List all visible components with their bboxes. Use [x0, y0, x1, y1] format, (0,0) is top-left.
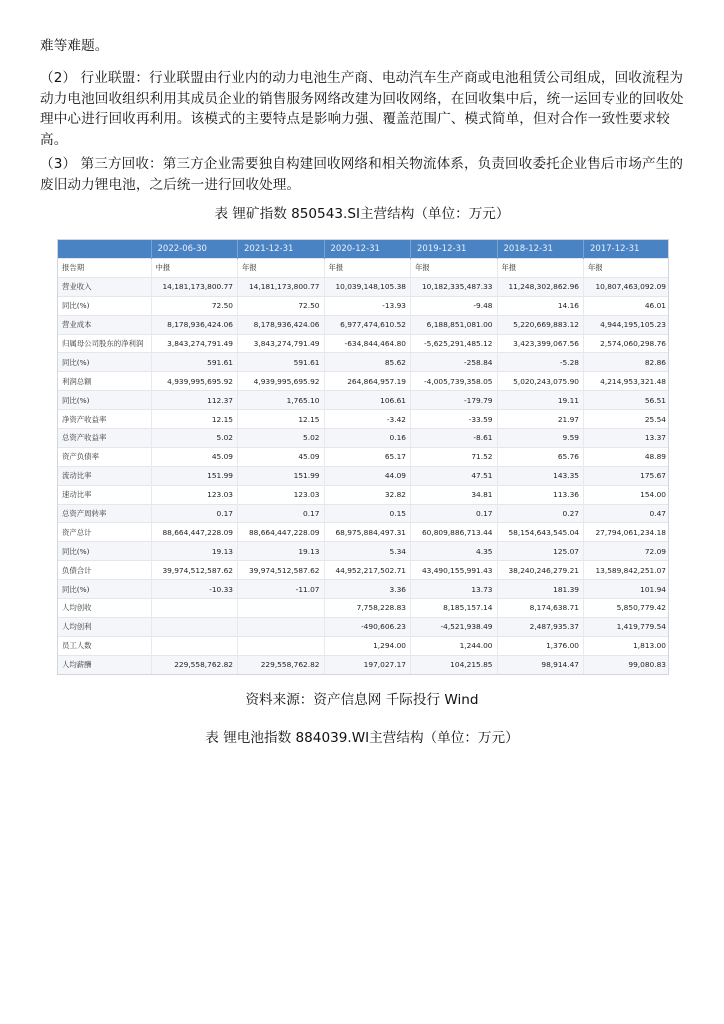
row-label-cell: 资产总计 — [58, 523, 151, 542]
value-cell: -5.28 — [497, 353, 584, 372]
value-cell: 8,178,936,424.06 — [151, 315, 238, 334]
value-cell: 0.16 — [324, 429, 411, 448]
value-cell: 44,952,217,502.71 — [324, 561, 411, 580]
table2-caption: 表 锂电池指数 884039.WI主营结构（单位：万元） — [205, 730, 519, 746]
header-date-cell: 2022-06-30 — [151, 240, 238, 259]
value-cell — [151, 636, 238, 655]
row-label-cell: 人均创收 — [58, 599, 151, 618]
value-cell: 13.73 — [411, 580, 498, 599]
value-cell: 5.02 — [238, 429, 325, 448]
value-cell: 48.89 — [584, 447, 670, 466]
table-row — [58, 372, 669, 391]
value-cell: 68,975,884,497.31 — [324, 523, 411, 542]
value-cell: 0.17 — [411, 504, 498, 523]
row-label-cell: 营业成本 — [58, 315, 151, 334]
table-row — [58, 561, 669, 580]
value-cell: 143.35 — [497, 466, 584, 485]
table-row — [58, 466, 669, 485]
row-label-cell: 营业收入 — [58, 277, 151, 296]
row-label-cell: 利润总额 — [58, 372, 151, 391]
header-date-cell: 2020-12-31 — [324, 240, 411, 259]
value-cell: 2,487,935.37 — [497, 617, 584, 636]
row-label-cell: 同比(%) — [58, 580, 151, 599]
table-row — [58, 334, 669, 353]
table-row — [58, 542, 669, 561]
value-cell: 0.17 — [238, 504, 325, 523]
header-date-cell: 2021-12-31 — [238, 240, 325, 259]
value-cell: 1,419,779.54 — [584, 617, 670, 636]
value-cell: 5.02 — [151, 429, 238, 448]
value-cell: 45.09 — [151, 447, 238, 466]
value-cell: 72.50 — [151, 296, 238, 315]
table-row — [58, 523, 669, 542]
value-cell: 58,154,643,545.04 — [497, 523, 584, 542]
row-label-cell: 流动比率 — [58, 466, 151, 485]
value-cell: 5.34 — [324, 542, 411, 561]
value-cell: 32.82 — [324, 485, 411, 504]
table-row — [58, 504, 669, 523]
table-header-row — [58, 240, 669, 259]
value-cell: 125.07 — [497, 542, 584, 561]
value-cell: -9.48 — [411, 296, 498, 315]
row-label-cell: 同比(%) — [58, 353, 151, 372]
header-corner-cell — [58, 240, 151, 259]
table-row — [58, 259, 669, 278]
value-cell: 591.61 — [238, 353, 325, 372]
source-note: 资料来源：资产信息网 千际投行 Wind — [245, 692, 479, 708]
value-cell: 82.86 — [584, 353, 670, 372]
row-label-cell: 同比(%) — [58, 391, 151, 410]
value-cell: 65.17 — [324, 447, 411, 466]
value-cell: 3,843,274,791.49 — [151, 334, 238, 353]
table-row — [58, 296, 669, 315]
value-cell: -4,521,938.49 — [411, 617, 498, 636]
value-cell: 1,376.00 — [497, 636, 584, 655]
row-label-cell: 总资产周转率 — [58, 504, 151, 523]
value-cell: 38,240,246,279.21 — [497, 561, 584, 580]
value-cell: 65.76 — [497, 447, 584, 466]
value-cell: -8.61 — [411, 429, 498, 448]
value-cell: 101.94 — [584, 580, 670, 599]
value-cell: 123.03 — [238, 485, 325, 504]
value-cell: 112.37 — [151, 391, 238, 410]
value-cell: 3,423,399,067.56 — [497, 334, 584, 353]
value-cell: 5,850,779.42 — [584, 599, 670, 618]
value-cell: 85.62 — [324, 353, 411, 372]
value-cell: 4,214,953,321.48 — [584, 372, 670, 391]
header-date-cell: 2017-12-31 — [584, 240, 670, 259]
value-cell: 3,843,274,791.49 — [238, 334, 325, 353]
table-row — [58, 617, 669, 636]
value-cell: 21.97 — [497, 410, 584, 429]
value-cell: 56.51 — [584, 391, 670, 410]
table1-caption: 表 锂矿指数 850543.SI主营结构（单位：万元） — [214, 206, 510, 222]
value-cell: 229,558,762.82 — [151, 655, 238, 673]
value-cell: 34.81 — [411, 485, 498, 504]
value-cell: -3.42 — [324, 410, 411, 429]
value-cell: 中报 — [151, 259, 238, 278]
table-row — [58, 315, 669, 334]
value-cell: 88,664,447,228.09 — [238, 523, 325, 542]
value-cell: 0.15 — [324, 504, 411, 523]
row-label-cell: 人均薪酬 — [58, 655, 151, 673]
value-cell: 181.39 — [497, 580, 584, 599]
row-label-cell: 员工人数 — [58, 636, 151, 655]
value-cell: 年报 — [238, 259, 325, 278]
value-cell: 年报 — [584, 259, 670, 278]
table-row — [58, 410, 669, 429]
value-cell: 2,574,060,298.76 — [584, 334, 670, 353]
value-cell: -490,606.23 — [324, 617, 411, 636]
financial-table — [58, 240, 669, 674]
value-cell: 8,174,638.71 — [497, 599, 584, 618]
value-cell: 8,178,936,424.06 — [238, 315, 325, 334]
row-label-cell: 净资产收益率 — [58, 410, 151, 429]
value-cell: -179.79 — [411, 391, 498, 410]
value-cell: 0.17 — [151, 504, 238, 523]
value-cell: 113.36 — [497, 485, 584, 504]
row-label-cell: 资产负债率 — [58, 447, 151, 466]
value-cell: 45.09 — [238, 447, 325, 466]
value-cell: 4,939,995,695.92 — [238, 372, 325, 391]
value-cell: 年报 — [324, 259, 411, 278]
value-cell: -33.59 — [411, 410, 498, 429]
value-cell: 6,977,474,610.52 — [324, 315, 411, 334]
value-cell: 13,589,842,251.07 — [584, 561, 670, 580]
value-cell: 123.03 — [151, 485, 238, 504]
row-label-cell: 速动比率 — [58, 485, 151, 504]
value-cell: 9.59 — [497, 429, 584, 448]
row-label-cell: 人均创利 — [58, 617, 151, 636]
value-cell: 197,027.17 — [324, 655, 411, 673]
value-cell — [238, 599, 325, 618]
table-row — [58, 447, 669, 466]
value-cell: 151.99 — [238, 466, 325, 485]
value-cell: 年报 — [497, 259, 584, 278]
row-label-cell: 报告期 — [58, 259, 151, 278]
value-cell: 0.47 — [584, 504, 670, 523]
paragraph-intro-tail: 难等难题。 — [40, 38, 109, 54]
value-cell: 10,807,463,092.09 — [584, 277, 670, 296]
table-row — [58, 353, 669, 372]
value-cell — [238, 636, 325, 655]
value-cell: -4,005,739,358.05 — [411, 372, 498, 391]
value-cell: 60,809,886,713.44 — [411, 523, 498, 542]
table-row — [58, 429, 669, 448]
value-cell: 1,765.10 — [238, 391, 325, 410]
value-cell: 5,020,243,075.90 — [497, 372, 584, 391]
header-date-cell: 2018-12-31 — [497, 240, 584, 259]
value-cell: 175.67 — [584, 466, 670, 485]
value-cell: -11.07 — [238, 580, 325, 599]
value-cell: 年报 — [411, 259, 498, 278]
table-row — [58, 277, 669, 296]
value-cell: -13.93 — [324, 296, 411, 315]
value-cell: 39,974,512,587.62 — [151, 561, 238, 580]
value-cell: 12.15 — [151, 410, 238, 429]
value-cell: 19.13 — [151, 542, 238, 561]
value-cell: 0.27 — [497, 504, 584, 523]
table-row — [58, 636, 669, 655]
value-cell: 154.00 — [584, 485, 670, 504]
value-cell: 88,664,447,228.09 — [151, 523, 238, 542]
value-cell: 264,864,957.19 — [324, 372, 411, 391]
value-cell: 14,181,173,800.77 — [238, 277, 325, 296]
table-row — [58, 655, 669, 673]
value-cell: 14,181,173,800.77 — [151, 277, 238, 296]
value-cell — [238, 617, 325, 636]
table-row — [58, 599, 669, 618]
value-cell: 14.16 — [497, 296, 584, 315]
table-row — [58, 485, 669, 504]
value-cell: 12.15 — [238, 410, 325, 429]
value-cell: -5,625,291,485.12 — [411, 334, 498, 353]
header-date-cell: 2019-12-31 — [411, 240, 498, 259]
value-cell: 8,185,157.14 — [411, 599, 498, 618]
row-label-cell: 同比(%) — [58, 296, 151, 315]
table-row — [58, 391, 669, 410]
value-cell: -258.84 — [411, 353, 498, 372]
table-body — [58, 259, 669, 674]
value-cell: 10,182,335,487.33 — [411, 277, 498, 296]
row-label-cell: 总资产收益率 — [58, 429, 151, 448]
value-cell — [151, 617, 238, 636]
value-cell: 27,794,061,234.18 — [584, 523, 670, 542]
row-label-cell: 同比(%) — [58, 542, 151, 561]
value-cell: 47.51 — [411, 466, 498, 485]
value-cell: 72.50 — [238, 296, 325, 315]
row-label-cell: 归属母公司股东的净利润 — [58, 334, 151, 353]
value-cell: 19.13 — [238, 542, 325, 561]
value-cell: 99,080.83 — [584, 655, 670, 673]
value-cell: 6,188,851,081.00 — [411, 315, 498, 334]
value-cell: 1,294.00 — [324, 636, 411, 655]
value-cell: 71.52 — [411, 447, 498, 466]
value-cell: 10,039,148,105.38 — [324, 277, 411, 296]
value-cell: 13.37 — [584, 429, 670, 448]
value-cell — [151, 599, 238, 618]
row-label-cell: 负债合计 — [58, 561, 151, 580]
value-cell: -634,844,464.80 — [324, 334, 411, 353]
table-row — [58, 580, 669, 599]
value-cell: 98,914.47 — [497, 655, 584, 673]
value-cell: -10.33 — [151, 580, 238, 599]
value-cell: 11,248,302,862.96 — [497, 277, 584, 296]
value-cell: 19.11 — [497, 391, 584, 410]
value-cell: 104,215.85 — [411, 655, 498, 673]
value-cell: 72.09 — [584, 542, 670, 561]
value-cell: 1,244.00 — [411, 636, 498, 655]
value-cell: 43,490,155,991.43 — [411, 561, 498, 580]
value-cell: 106.61 — [324, 391, 411, 410]
value-cell: 591.61 — [151, 353, 238, 372]
value-cell: 3.36 — [324, 580, 411, 599]
value-cell: 25.54 — [584, 410, 670, 429]
value-cell: 4,944,195,105.23 — [584, 315, 670, 334]
value-cell: 46.01 — [584, 296, 670, 315]
paragraph-third-party: （3） 第三方回收：第三方企业需要独自构建回收网络和相关物流体系，负责回收委托企业售后市场产生的废旧动力锂电池，之后统一进行回收处理。 — [40, 156, 684, 193]
value-cell: 4.35 — [411, 542, 498, 561]
value-cell: 1,813.00 — [584, 636, 670, 655]
value-cell: 4,939,995,695.92 — [151, 372, 238, 391]
value-cell: 5,220,669,883.12 — [497, 315, 584, 334]
value-cell: 7,758,228.83 — [324, 599, 411, 618]
value-cell: 44.09 — [324, 466, 411, 485]
value-cell: 39,974,512,587.62 — [238, 561, 325, 580]
lithium-mine-index-table — [57, 239, 669, 675]
value-cell: 229,558,762.82 — [238, 655, 325, 673]
paragraph-industry-alliance: （2） 行业联盟：行业联盟由行业内的动力电池生产商、电动汽车生产商或电池租赁公司组成，回收流程为动力电池回收组织利用其成员企业的销售服务网络改建为回收网络，在回收集中后，统一运回专业的回收处理中心进行回收再利用。该模式的主要特点是影响力强、覆盖范围广、模式简单，但对合作一致性要求较高。 — [40, 70, 684, 148]
value-cell: 151.99 — [151, 466, 238, 485]
